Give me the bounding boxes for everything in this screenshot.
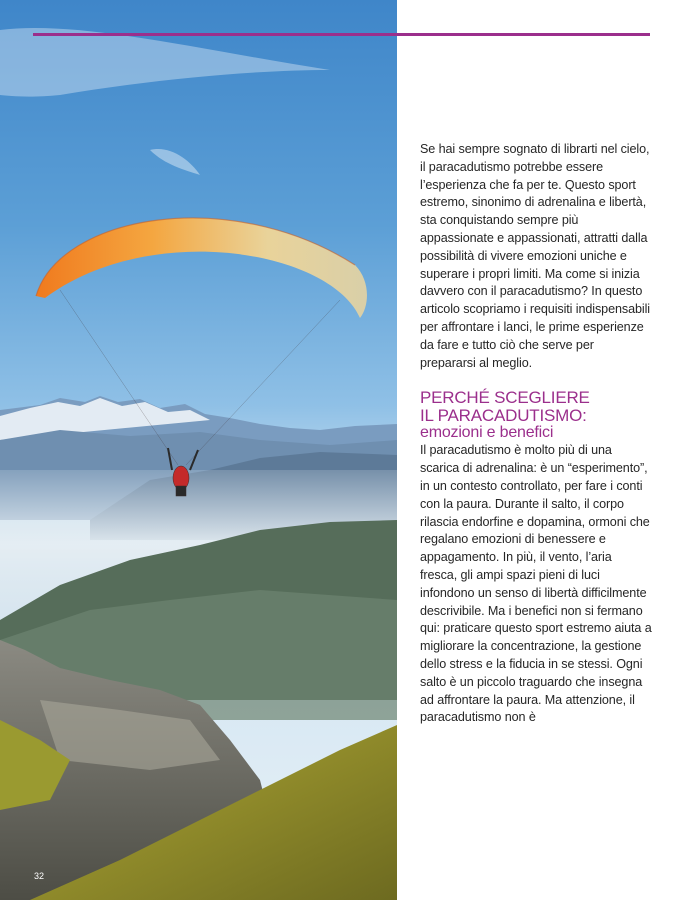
intro-paragraph: Se hai sempre sognato di librarti nel cielo, il paracadutismo potrebbe essere l’esperienza che fa per te. Questo sport estremo, sinonimo di adrenalina e libertà, sta conquistando sempre più appassionate e appassionati, attratti dalla possibilità di vivere emozioni uniche e superare i propri limiti. Ma come si inizia davvero con il paracadutismo? In questo articolo scopriamo i requisiti indispensabili per affrontare i lanci, le prime esperienze da fare e tutto ciò che serve per prepararsi al meglio. xyxy=(420,142,650,370)
heading-line-2: IL PARACADUTISMO: xyxy=(420,405,587,425)
section-heading xyxy=(420,389,652,441)
top-accent-rule xyxy=(33,33,650,36)
article-column xyxy=(420,141,652,727)
page-number: 32 xyxy=(34,871,45,881)
heading-subtitle: emozioni e benefici xyxy=(420,424,554,442)
body-paragraph: Il paracadutismo è molto più di una scarica di adrenalina: è un “esperimento”, in un contesto controllato, per fare i conti con la paura. Durante il salto, il corpo rilascia endorfine e dopamina, ormoni che regalano emozioni di benessere e appagamento. In più, il vento, l’aria fresca, gli ampi spazi pieni di luci infondono un senso di libertà difficilmente descrivibile. Ma i benefici non si fermano qui: praticare questo sport estremo aiuta a migliorare la concentrazione, la gestione dello stress e la fiducia in se stessi. Ogni salto è un piccolo traguardo che insegna ad affrontare la paura. Ma attenzione, il paracadutismo non è xyxy=(420,443,652,725)
heading-line-1: PERCHÉ SCEGLIERE xyxy=(420,388,590,408)
